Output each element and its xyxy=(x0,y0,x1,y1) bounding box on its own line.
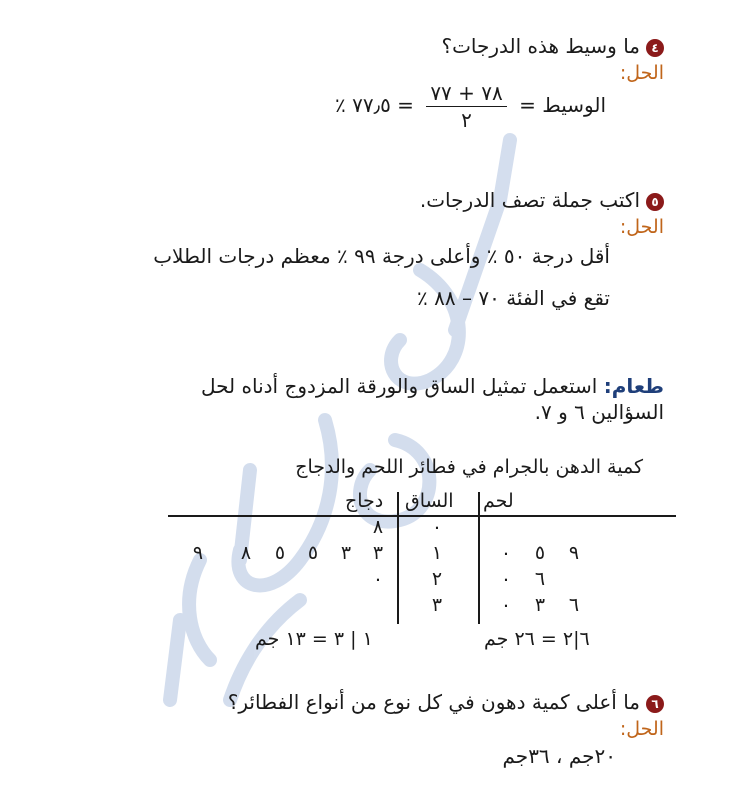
meat-leaf: ٥ xyxy=(534,542,546,564)
answer-line-2: تقع في الفئة ٧٠ – ٨٨ ٪ xyxy=(417,286,610,310)
food-label: طعام: xyxy=(603,374,664,398)
chicken-leaf: ٣ xyxy=(340,542,352,564)
food-text: استعمل تمثيل الساق والورقة المزدوج أدناه لحل xyxy=(200,374,598,398)
header-chicken: دجاج xyxy=(345,490,384,512)
header-meat: لحم xyxy=(483,490,514,512)
chicken-leaf: ٠ xyxy=(372,568,384,590)
table-divider-left xyxy=(397,492,399,624)
fraction-numerator: ٧٨ + ٧٧ xyxy=(426,82,506,107)
answer-6: ٢٠جم ، ٣٦جم xyxy=(502,744,616,768)
stem-leaf-title: كمية الدهن بالجرام في فطائر اللحم والدجاج xyxy=(295,456,643,478)
question-text: ما وسيط هذه الدرجات؟ xyxy=(441,34,640,58)
solution-label: الحل: xyxy=(619,62,664,84)
question-6 xyxy=(228,690,664,714)
question-number-badge: ٤ xyxy=(646,39,664,57)
key-meat: ٦|٢ = ٢٦ جم xyxy=(484,628,590,650)
chicken-leaf: ٨ xyxy=(372,516,384,538)
chicken-leaf: ٣ xyxy=(372,542,384,564)
chicken-leaf: ٥ xyxy=(307,542,319,564)
median-label: الوسيط = xyxy=(519,93,606,117)
food-instruction-line-2: السؤالين ٦ و ٧. xyxy=(534,400,664,424)
key-chicken: ١ | ٣ = ١٣ جم xyxy=(255,628,373,650)
fraction-denominator: ٢ xyxy=(461,108,472,132)
chicken-leaf: ٩ xyxy=(192,542,204,564)
median-result: = ٧٧٫٥ ٪ xyxy=(334,93,414,117)
chicken-leaf: ٥ xyxy=(274,542,286,564)
meat-leaf: ٣ xyxy=(534,594,546,616)
solution-label: الحل: xyxy=(619,718,664,740)
meat-leaf: ٠ xyxy=(500,594,512,616)
header-stem: الساق xyxy=(405,490,454,512)
table-header-rule xyxy=(168,515,676,517)
answer-line-1: أقل درجة ٥٠ ٪ وأعلى درجة ٩٩ ٪ معظم درجات الطلاب xyxy=(153,244,610,268)
meat-leaf: ٠ xyxy=(500,568,512,590)
meat-leaf: ٦ xyxy=(568,594,580,616)
stem-value: ١ xyxy=(431,542,443,564)
table-divider-right xyxy=(478,492,480,624)
solution-label: الحل: xyxy=(619,216,664,238)
chicken-leaf: ٨ xyxy=(240,542,252,564)
meat-leaf: ٩ xyxy=(568,542,580,564)
meat-leaf: ٦ xyxy=(534,568,546,590)
question-number-badge: ٥ xyxy=(646,193,664,211)
stem-value: ٠ xyxy=(431,516,443,538)
stem-value: ٣ xyxy=(431,594,443,616)
question-number-badge: ٦ xyxy=(646,695,664,713)
stem-value: ٢ xyxy=(431,568,443,590)
question-text: اكتب جملة تصف الدرجات. xyxy=(419,188,640,212)
question-text: ما أعلى كمية دهون في كل نوع من أنواع الفطائر؟ xyxy=(227,690,640,714)
meat-leaf: ٠ xyxy=(500,542,512,564)
